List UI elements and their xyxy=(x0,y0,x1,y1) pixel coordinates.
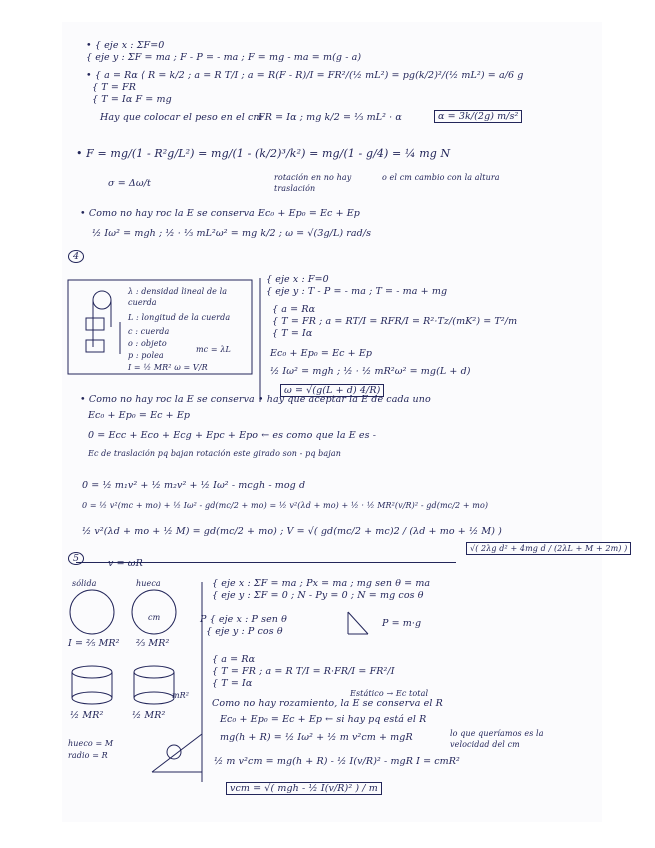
p5-sys-4: { eje y : P cos θ xyxy=(206,626,283,637)
p4-sys-2: { eje y : T - P = - ma ; T = - ma + mg xyxy=(266,286,448,297)
p4-legend-2: L : longitud de la cuerda xyxy=(128,313,231,322)
p5-eq-3: mg(h + R) = ½ Iω² + ½ m v²cm + mgR xyxy=(220,732,413,743)
p1-note: Hay que colocar el peso en el cm xyxy=(100,112,263,123)
p5-eq-4: ½ m v²cm = mg(h + R) - ½ I(v/R)² - mgR I = cmR² xyxy=(214,756,460,767)
p4b-eq4: 0 = ½ m₁v² + ½ m₂v² + ½ Iω² - mcgh - mog d xyxy=(82,480,306,491)
p5-hollow-label: hueca xyxy=(136,579,161,588)
p4-sys-1: { eje x : F=0 xyxy=(266,274,329,285)
p5-I2: ⅔ MR² xyxy=(136,638,170,649)
p4b-eq1: • Como no hay roc la E se conserva • hay que aceptar la E de cada uno xyxy=(80,394,431,405)
p5-number: 5 xyxy=(68,552,84,565)
p5-eq0: v = ωR xyxy=(108,558,143,569)
p4b-eq2: Ec₀ + Ep₀ = Ec + Ep xyxy=(88,410,191,421)
p5-sys-2: { eje y : ΣF = 0 ; N - Py = 0 ; N = mg cos θ xyxy=(212,590,424,601)
p5-note: lo que queríamos es la velocidad del cm xyxy=(450,729,544,749)
p1-eq2: { eje y : ΣF = ma ; F - P = - ma ; F = mg - ma = m(g - a) xyxy=(86,52,362,63)
p5-sys-7: { T = Iα xyxy=(212,678,253,689)
p4-number: 4 xyxy=(68,250,84,263)
p2-eq1: • F = mg/(1 - R²g/L²) = mg/(1 - (k/2)³/k²) = mg/(1 - g/4) = ¼ mg N xyxy=(76,147,451,160)
p5-hueco: hueco = M xyxy=(68,739,114,748)
p1-eq5: { T = Iα F = mg xyxy=(92,94,172,105)
p2-note2: o el cm cambio con la altura xyxy=(382,173,500,182)
p4-legend-1: λ : densidad lineal de la cuerda xyxy=(128,287,228,307)
p5-eq-1: Como no hay rozamiento, la E se conserva el R xyxy=(212,698,443,709)
p1-eq4: { T = FR xyxy=(92,82,136,93)
p4b-eq7: √( 2λg d² + 4mg d / (2λL + M + 2m) ) xyxy=(466,542,631,555)
p4-eq-3: ω = √(g(L + d) 4/R) xyxy=(280,384,384,397)
p2-eq2: σ = Δω/t xyxy=(108,178,151,189)
p2-eq4: ½ Iω² = mgh ; ½ · ⅓ mL²ω² = mg k/2 ; ω = √(3g/L) rad/s xyxy=(92,228,372,239)
p5-eq-5: vcm = √( mgh - ½ I(v/R)² ) / m xyxy=(226,782,382,795)
p1-eq3: • { a = Rα ⟨ R = k/2 ; a = R T/I ; a = R(F - R)/I = FR²/(½ mL²) = pg(k/2)²/(½ mL²) = a/6 g xyxy=(86,70,524,81)
p1-eq1: • { eje x : ΣF=0 xyxy=(86,40,165,51)
p5-eq-2: Ec₀ + Ep₀ = Ec + Ep ← si hay pq está el R xyxy=(220,714,427,725)
p4-legend-5: p : polea xyxy=(128,351,164,360)
p5-cm-label: cm xyxy=(148,613,161,622)
p4b-eq6: ½ v²(λd + mo + ½ M) = gd(mc/2 + mo) ; V = √( gd(mc/2 + mc)2 / (λd + mo + ½ M) ) xyxy=(82,526,502,537)
p1-boxed-result: α = 3k/(2g) m/s² xyxy=(434,110,522,123)
p4-sys-5: { T = Iα xyxy=(272,328,313,339)
p5-mR: mR² xyxy=(172,691,190,700)
p4-sys-4: { T = FR ; a = RT/I = RFR/I = R²·Tz/(mK²) = T²/m xyxy=(272,316,518,327)
p4b-note: Ec de traslación pq bajan rotación este girado son - pq bajan xyxy=(88,449,341,458)
p4-legend-7: I = ½ MR² ω = V/R xyxy=(128,363,208,372)
p1-note2: FR = Iα ; mg k/2 = ⅓ mL² · α xyxy=(258,112,402,123)
p5-I3: ½ MR² xyxy=(70,710,104,721)
p5-radio: radio = R xyxy=(68,751,108,760)
p2-note1: rotación en no hay traslación xyxy=(274,173,352,193)
p5-sys-3: P { eje x : P sen θ xyxy=(200,614,287,625)
p5-sys-1: { eje x : ΣF = ma ; Px = ma ; mg sen θ = ma xyxy=(212,578,431,589)
p4b-eq5: 0 = ½ v²(mc + mo) + ½ Iω² - gd(mc/2 + mo) = ½ v²(λd + mo) + ½ · ½ MR²(v/R)² - gd(mc/2 + mo) xyxy=(82,501,489,510)
p4-sys-3: { a = Rα xyxy=(272,304,316,315)
p5-I1: I = ⅖ MR² xyxy=(68,638,120,649)
p4-legend-6: mc = λL xyxy=(196,345,231,354)
p4-eq-2: ½ Iω² = mgh ; ½ · ½ mR²ω² = mg(L + d) xyxy=(270,366,471,377)
p5-I4: ½ MR² xyxy=(132,710,166,721)
p4-eq-1: Ec₀ + Ep₀ = Ec + Ep xyxy=(270,348,373,359)
p5-solid-label: sólida xyxy=(72,579,97,588)
p5-extra: Estático → Ec total xyxy=(350,689,429,698)
p5-sys-6: { T = FR ; a = R T/I = R·FR/I = FR²/I xyxy=(212,666,395,677)
p4-legend-4: o : objeto xyxy=(128,339,167,348)
p4-legend-3: c : cuerda xyxy=(128,327,170,336)
p5-peso: P = m·g xyxy=(382,618,422,629)
p5-sys-5: { a = Rα xyxy=(212,654,256,665)
notebook-page xyxy=(62,22,628,822)
p2-eq3: • Como no hay roc la E se conserva Ec₀ + Ep₀ = Ec + Ep xyxy=(80,208,360,219)
p4b-eq3: 0 = Ecc + Eco + Ecg + Epc + Epo ← es como que la E es - xyxy=(88,430,377,441)
